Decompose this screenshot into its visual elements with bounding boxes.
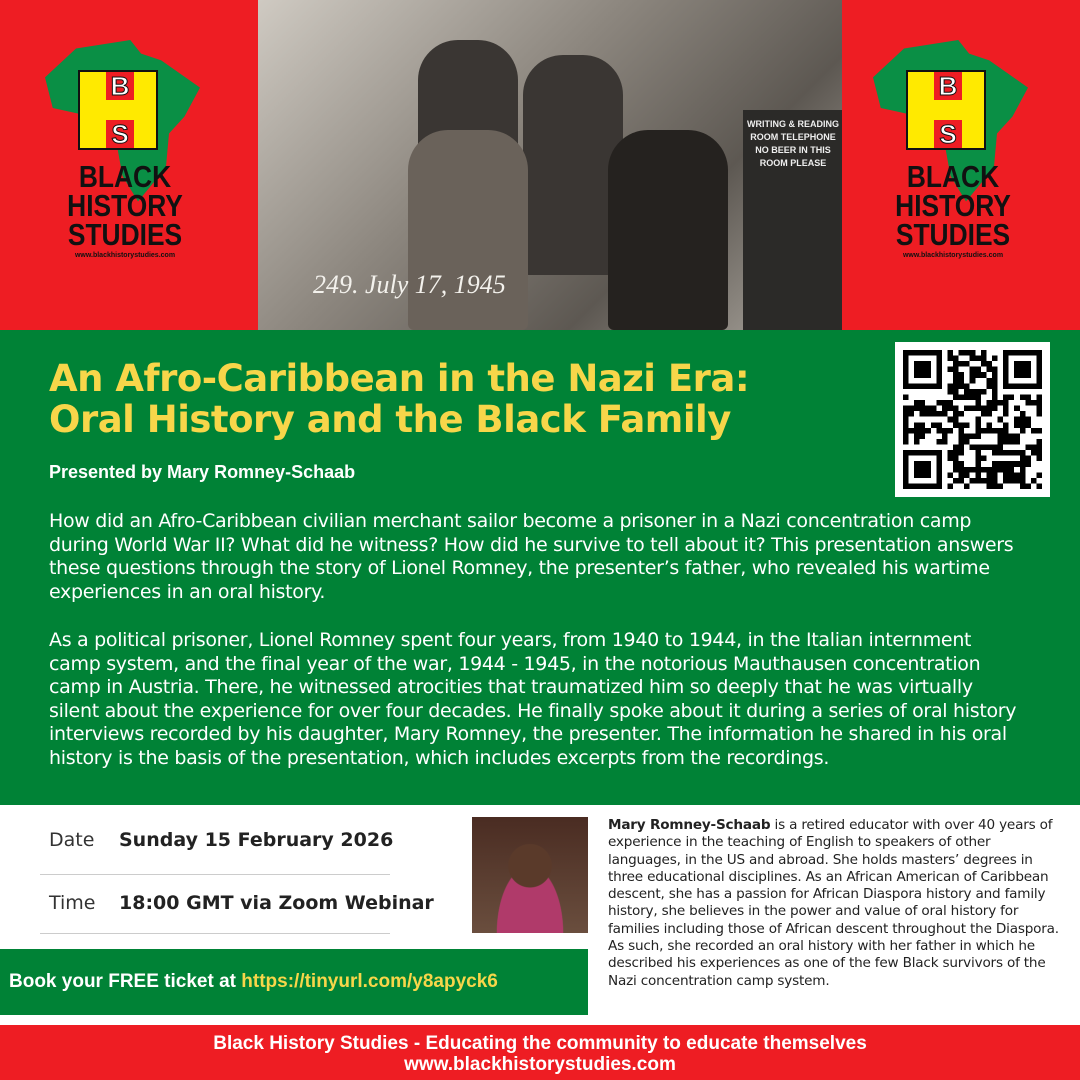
presenter-bio: Mary Romney-Schaab is a retired educator with over 40 years of experience in the teaching of English to speakers of other languages, in the US and abroad. She holds masters’ degrees in three educational disciplines. As an African American of Caribbean descent, she has a passion for African Diaspora history and family history, she believes in the power and value of oral history for families including those of African descent throughout the Diaspora. As such, she recorded an oral history with her father in which he described his experiences as one of the few Black survivors of the Nazi concentration camp system. [608, 817, 1059, 989]
event-title: An Afro-Caribbean in the Nazi Era: Oral History and the Black Family [49, 357, 750, 441]
header-banner [0, 0, 1080, 330]
booking-link[interactable]: https://tinyurl.com/y8apyck6 [241, 971, 498, 992]
booking-banner: Book your FREE ticket at https://tinyurl.com/y8apyck6 [0, 949, 588, 1015]
qr-code[interactable] [895, 342, 1050, 497]
paragraph-1: How did an Afro-Caribbean civilian merchant sailor become a prisoner in a Nazi concentration camp during World War II? What did he witness? How did he survive to tell about it? This presentation answers these questions through the story of Lionel Romney, the presenter’s father, who revealed his wartime experiences in an oral history. [49, 510, 1014, 603]
divider [40, 874, 390, 875]
footer-website-link[interactable]: www.blackhistorystudies.com [404, 1054, 676, 1075]
date-row: Date Sunday 15 February 2026 [49, 829, 394, 851]
presenter-portrait [472, 817, 588, 933]
paragraph-2: As a political prisoner, Lionel Romney spent four years, from 1940 to 1944, in the Italian internment camp system, and the final year of the war, 1944 - 1945, in the notorious Mauthausen concentration camp in Austria. There, he witnessed atrocities that traumatized him so deeply that he was virtually silent about the experience for over four decades. He finally spoke about it during a series of oral history interviews recorded by his daughter, Mary Romney, the presenter. The information he shared in his oral history is the basis of the presentation, which includes excerpts from the recordings. [49, 629, 1017, 769]
presenter: Presented by Mary Romney-Schaab [49, 462, 356, 482]
logo-left: B S BLACK HISTORY STUDIES www.blackhistorystudies.com [40, 40, 210, 265]
divider [40, 933, 390, 934]
historical-photo: WRITING & READING ROOM TELEPHONE NO BEER IN THIS ROOM PLEASE 249. July 17, 1945 [258, 0, 842, 330]
time-row: Time 18:00 GMT via Zoom Webinar [49, 892, 434, 914]
logo-right: B S BLACK HISTORY STUDIES www.blackhistorystudies.com [868, 40, 1038, 265]
footer: Black History Studies - Educating the community to educate themselves www.blackhistorystudies.com [0, 1025, 1080, 1080]
